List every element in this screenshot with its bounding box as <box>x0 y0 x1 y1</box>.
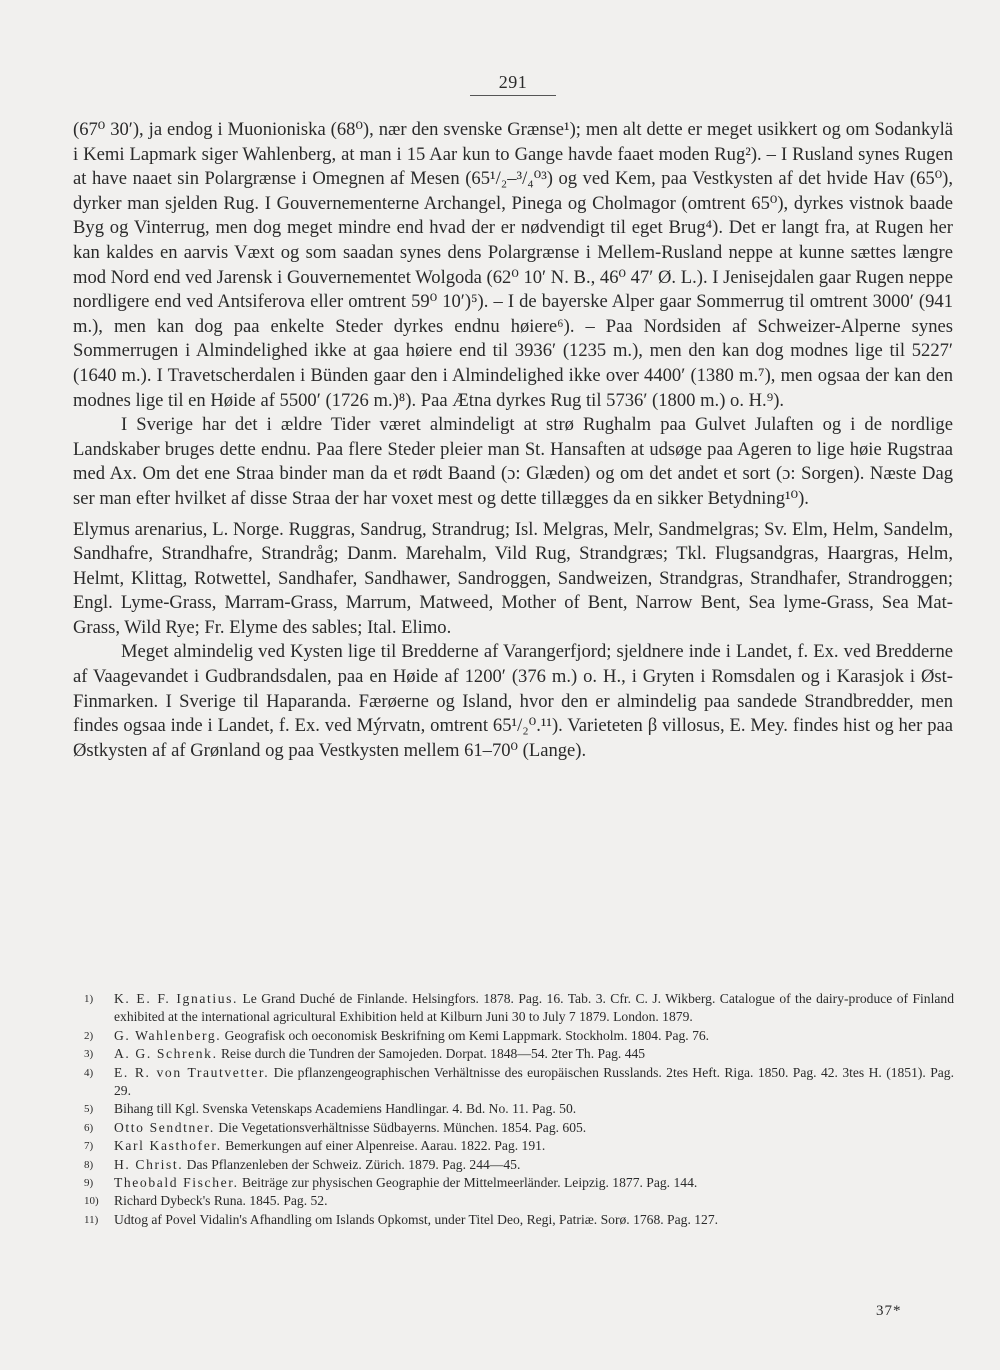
footnote-text: Udtog af Povel Vidalin's Afhandling om Islands Opkomst, under Titel Deo, Regi, Patriæ. Sorø. 1768. Pag. 127. <box>114 1211 719 1227</box>
footnote-text: Bemerkungen auf einer Alpenreise. Aarau. 1822. Pag. 191. <box>225 1138 546 1154</box>
footnote <box>84 1137 954 1155</box>
footnote-text: Bihang till Kgl. Svenska Vetenskaps Academiens Handlingar. 4. Bd. No. 11. Pag. 50. <box>114 1101 577 1117</box>
footnote <box>84 1174 954 1192</box>
main-text <box>73 118 953 763</box>
footnote <box>84 1045 954 1063</box>
footnote-author: H. Christ. <box>114 1156 184 1172</box>
footnote-mark: 11) <box>84 1213 99 1226</box>
footnote-text: Beiträge zur physischen Geographie der Mittelmeerländer. Leipzig. 1877. Pag. 144. <box>242 1175 698 1191</box>
footnote-author: E. R. von Trautvetter. <box>114 1064 270 1080</box>
footnote-mark: 1) <box>84 993 94 1005</box>
footnote-text: Das Pflanzenleben der Schweiz. Zürich. 1879. Pag. 244—45. <box>186 1156 521 1172</box>
footnote <box>84 1192 954 1210</box>
footnote-mark: 9) <box>84 1177 94 1190</box>
footnote <box>84 1064 954 1101</box>
footnote <box>84 1027 954 1045</box>
paragraph-sweden-customs: I Sverige har det i ældre Tider været almindeligt at strø Rughalm paa Gulvet Julaften og i de nordlige Landskaber bruges dette endnu. Paa flere Steder pleier man St. Hansaften at udsøge paa Ageren to lige høie Rugstraa med Ax. Om det ene Straa binder man da et rødt Baand (ɔ: Glæden) og om det andet et sort (ɔ: Sorgen). Næste Dag ser man efter hvilket af disse Straa der har voxet mest og dette tillægges da en sikker Betydning¹⁰). <box>73 414 953 509</box>
footnote-mark: 10) <box>84 1195 99 1208</box>
footnote-mark: 5) <box>84 1103 94 1116</box>
footnote <box>84 1211 954 1229</box>
page-number: 291 <box>470 72 556 96</box>
footnote <box>84 1119 954 1137</box>
paragraph-rye-limits: (67⁰ 30′), ja endog i Muonioniska (68⁰), nær den svenske Grænse¹); men alt dette er meget usikkert og om Sodankylä i Kemi Lapmark siger Wahlenberg, at man i 15 Aar kun to Gange havde faaet moden Rug²). – I Rusland synes Rugen at have naaet sin Polargrænse i Omegnen af Mesen (65¹/₂–³/₄⁰³) og ved Kem, paa Vestkysten af det hvide Hav (65⁰), dyrker man sjelden Rug. I Gouvernementerne Archangel, Pinega og Cholmagor (omtrent 65⁰), dyrkes vistnok baade Byg og Vinterrug, men dog meget mindre end hvad der er nødvendigt til eget Brug⁴). Det er langt fra, at Rugen her kan kaldes en aarvis Væxt og som saadan synes dens Polargrænse i Mellem-Rusland neppe at kunne sættes længre mod Nord end ved Jarensk i Gouvernementet Wolgoda (62⁰ 10′ N. B., 46⁰ 47′ Ø. L.). I Jenisejdalen gaar Rugen neppe nordligere end ved Antsiferova eller omtrent 59⁰ 10′)⁵). – I de bayerske Alper gaar Sommerrug til omtrent 3000′ (941 m.), men kan dog paa enkelte Steder dyrkes endnu høiere⁶). – Paa Nordsiden af Schweizer-Alperne synes Sommerrugen i Almindelighed ikke at gaa høiere end til 3936′ (1235 m.), men den kan dog modnes lige til 5227′ (1640 m.). I Travetscherdalen i Bünden gaar den i Almindelighed ikke over 4400′ (1380 m.⁷), men ogsaa der kan den modnes lige til en Høide af 5500′ (1726 m.)⁸). Paa Ætna dyrkes Rug til 5736′ (1800 m.) o. H.⁹). <box>73 119 953 411</box>
footnote-text: Reise durch die Tundren der Samojeden. Dorpat. 1848—54. 2ter Th. Pag. 445 <box>220 1046 646 1062</box>
footnote-mark: 3) <box>84 1048 94 1061</box>
footnote-author: K. E. F. Ignatius. <box>114 991 239 1006</box>
footnote <box>84 990 954 1027</box>
footnote-author: Karl Kasthofer. <box>114 1138 222 1154</box>
footnote-mark: 6) <box>84 1121 94 1134</box>
printer-signature: 37* <box>876 1303 902 1319</box>
footnote <box>84 1156 954 1174</box>
footnote-text: Die Vegetationsverhältnisse Südbayerns. München. 1854. Pag. 605. <box>218 1119 587 1135</box>
footnote-text: Die pflanzengeographischen Verhältnisse des europäischen Russlands. 2tes Heft. Riga. 1850. Pag. 42. 3tes H. (1851). Pag. 29. <box>114 1064 954 1099</box>
footnote-author: G. Wahlenberg. <box>114 1027 222 1043</box>
footnotes <box>84 990 954 1229</box>
footnote-text: Geografisk och oeconomisk Beskrifning om Kemi Lappmark. Stockholm. 1804. Pag. 76. <box>224 1027 710 1043</box>
paragraph-elymus-distribution: Meget almindelig ved Kysten lige til Bredderne af Varangerfjord; sjeldnere inde i Landet, f. Ex. ved Bredderne af Vaagevandet i Gudbrandsdalen, paa en Høide af 1200′ (376 m.) o. H., i Gryten i Romsdalen og i Karasjok i Øst-Finmarken. I Sverige til Haparanda. Færøerne og Island, hvor den er almindelig paa sandede Strandbredder, men findes ogsaa inde i Landet, f. Ex. ved Mýrvatn, omtrent 65¹/₂⁰.¹¹). Varieteten β villosus, E. Mey. findes hist og her paa Østkysten af af Grønland og paa Vestkysten mellem 61–70⁰ (Lange). <box>73 641 953 761</box>
footnote-author: Otto Sendtner. <box>114 1119 215 1135</box>
footnote-mark: 8) <box>84 1158 94 1171</box>
footnote-author: A. G. Schrenk. <box>114 1046 218 1062</box>
footnote-author: Theobald Fischer. <box>114 1175 239 1191</box>
footnote-mark: 2) <box>84 1029 94 1042</box>
footnote <box>84 1100 954 1118</box>
footnote-text: Le Grand Duché de Finlande. Helsingfors. 1878. Pag. 16. Tab. 3. Cfr. C. J. Wikberg. Catalogue of the dairy-produce of Finland exhibited at the international agricultural Exhibition held at Kilburn Juni 30 to July 7 1879. London. 1879. <box>114 991 954 1025</box>
paragraph-elymus-names: Elymus arenarius, L. Norge. Ruggras, Sandrug, Strandrug; Isl. Melgras, Melr, Sandmelgras; Sv. Elm, Helm, Sandelm, Sandhafre, Strandhafre, Strandråg; Danm. Marehalm, Vild Rug, Strandgræs; Tkl. Flugsandgras, Haargras, Helm, Helmt, Klittag, Rotwettel, Sandhafer, Sandhawer, Sandroggen, Sandweizen, Strandgras, Strandhafer, Strandroggen; Engl. Lyme-Grass, Marram-Grass, Marrum, Matweed, Mother of Bent, Narrow Bent, Sea lyme-Grass, Sea Mat-Grass, Wild Rye; Fr. Elyme des sables; Ital. Elimo. <box>73 518 953 638</box>
footnote-mark: 4) <box>84 1066 94 1079</box>
footnote-text: Richard Dybeck's Runa. 1845. Pag. 52. <box>114 1193 328 1209</box>
footnote-mark: 7) <box>84 1140 94 1153</box>
